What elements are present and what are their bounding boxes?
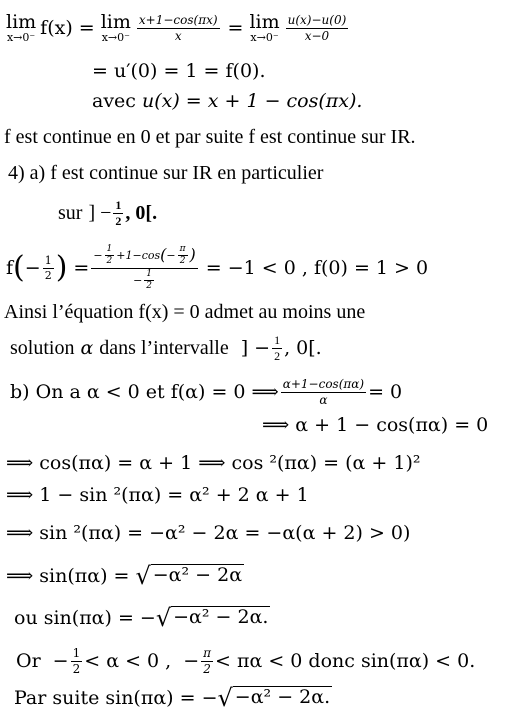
radical-sign-2: √ bbox=[155, 604, 172, 632]
radical-sign-3: √ bbox=[217, 684, 233, 712]
line-part-4a bbox=[8, 162, 323, 185]
line-or: Or − $\frac{1}{2}$ < α < 0 , − $\frac{\pi}{2}$ < πα < 0 donc sin(πα) < 0. bbox=[16, 645, 476, 676]
limit-operator-3 bbox=[249, 13, 279, 43]
inner-fraction-1 bbox=[105, 245, 115, 267]
big-fraction bbox=[91, 245, 197, 292]
f-values-result: = −1 < 0 , f(0) = 1 > 0 bbox=[205, 257, 429, 279]
line-ou bbox=[14, 606, 270, 630]
lim-subscript-3: x→0⁻ bbox=[250, 31, 279, 44]
solution-word: solution bbox=[10, 336, 75, 359]
interval-fraction bbox=[113, 199, 123, 227]
radicand-1: −α² − 2α bbox=[152, 564, 243, 586]
line-limit bbox=[6, 6, 350, 50]
line-par-suite bbox=[14, 686, 332, 710]
u-definition: u(x) = x + 1 − cos(πx). bbox=[141, 90, 363, 112]
fraction-1-numerator: x+1−cos(πx) bbox=[138, 12, 218, 27]
big-fraction-numerator: − $\frac{1}{2}$ +1−cos ( − $\frac{\pi}{2}$ ) bbox=[91, 245, 197, 269]
limit-operator-2 bbox=[101, 13, 131, 43]
interval-2-den: 2 bbox=[274, 348, 281, 363]
or-fraction-2-den: 2 bbox=[203, 661, 211, 676]
fraction-2 bbox=[286, 14, 349, 42]
fraction-2-numerator: u(x)−u(0) bbox=[287, 12, 347, 27]
line-f-values: f ( − $\frac{1}{2}$ ) = − $\frac{1}{2}$ +1−cos ( − $\frac{\pi}{2}$ ) − $\frac{1}{2}$ = −1 < 0 , f(0) = 1 > 0 bbox=[6, 243, 429, 291]
alpha-fraction-den: α bbox=[319, 392, 328, 407]
line-part-b bbox=[10, 372, 402, 412]
implication-3-text: ⟹ 1 − sin ²(πα) = α² + 2 α + 1 bbox=[6, 484, 309, 506]
lhs-expression: f(x) = bbox=[40, 17, 95, 39]
minus-sign: − bbox=[93, 248, 103, 262]
implication-5-start: ⟹ sin(πα) = bbox=[6, 565, 130, 587]
interval-close-2: , 0[. bbox=[284, 337, 322, 359]
part-b-start: b) On a α < 0 et f(α) = 0 ⟹ bbox=[10, 381, 279, 403]
big-fraction-denominator bbox=[131, 269, 158, 292]
fraction-2-denominator: x−0 bbox=[304, 28, 330, 43]
inner-1-den: 2 bbox=[106, 256, 113, 267]
sqrt-2 bbox=[156, 606, 271, 630]
line-implication-1 bbox=[262, 414, 488, 436]
alpha-fraction bbox=[281, 378, 366, 406]
interval-fraction-den: 2 bbox=[115, 213, 122, 228]
line-implication-3 bbox=[6, 484, 309, 506]
interval-2-num: 1 bbox=[274, 332, 281, 347]
radical-sign-1: √ bbox=[135, 562, 151, 590]
limit-operator bbox=[6, 13, 36, 43]
lim-label-3: lim bbox=[249, 11, 280, 33]
line-continuity bbox=[4, 126, 416, 149]
inner-1-num: 1 bbox=[105, 245, 115, 256]
interval-close: , 0[. bbox=[125, 201, 158, 224]
alpha-symbol: α bbox=[80, 337, 94, 359]
interval-open: ] − bbox=[88, 201, 112, 224]
denominator-minus: − bbox=[133, 273, 143, 287]
ainsi-sentence: Ainsi l’équation f(x) = 0 admet au moins une bbox=[4, 301, 366, 323]
continuity-sentence: f est continue en 0 et par suite f est continue sur IR. bbox=[4, 126, 416, 148]
alpha-fraction-num: α+1−cos(πα) bbox=[282, 376, 365, 391]
f-arg-num: 1 bbox=[44, 253, 52, 267]
f-symbol: f bbox=[6, 257, 14, 279]
or-fraction-2 bbox=[201, 647, 213, 675]
implication-2-text: ⟹ cos(πα) = α + 1 ⟹ cos ²(πα) = (α + 1)² bbox=[6, 452, 421, 474]
line-derivative bbox=[92, 60, 266, 82]
or-middle-2: < πα < 0 donc sin(πα) < 0. bbox=[215, 650, 476, 672]
radicand-3: −α² − 2α. bbox=[234, 686, 331, 708]
or-fraction-2-num: π bbox=[203, 645, 212, 660]
left-paren: ( bbox=[13, 250, 25, 285]
implication-4-text: ⟹ sin ²(πα) = −α² − 2α = −α(α + 2) > 0) bbox=[6, 522, 411, 544]
inner-fraction-3 bbox=[144, 270, 154, 292]
inner-2-num: π bbox=[178, 245, 188, 256]
sur-word: sur bbox=[58, 201, 83, 224]
line-implication-5 bbox=[6, 564, 244, 588]
derivative-expression: = u′(0) = 1 = f(0). bbox=[92, 60, 266, 82]
part-4a-sentence: 4) a) f est continue sur IR en particulier bbox=[8, 162, 324, 184]
lim-subscript: x→0⁻ bbox=[6, 31, 36, 44]
inner-fraction-2 bbox=[178, 245, 188, 267]
interval-fraction-2 bbox=[272, 334, 282, 362]
fraction-1-denominator: x bbox=[174, 28, 182, 43]
interval-open-2: ] − bbox=[240, 337, 271, 359]
avec-word: avec bbox=[92, 90, 136, 112]
line-avec bbox=[92, 90, 362, 112]
or-fraction-1 bbox=[71, 647, 83, 675]
right-paren: ) bbox=[55, 250, 68, 285]
interval-fraction-num: 1 bbox=[115, 197, 122, 212]
fraction-1 bbox=[137, 14, 220, 42]
lim-label-2: lim bbox=[100, 11, 131, 33]
line-ainsi bbox=[4, 301, 365, 324]
line-interval bbox=[58, 193, 157, 233]
inner-3-num: 1 bbox=[144, 270, 154, 281]
sqrt-1 bbox=[135, 564, 244, 588]
inner-3-den: 2 bbox=[146, 280, 153, 291]
radicand-2: −α² − 2α. bbox=[173, 606, 269, 628]
line-implication-2 bbox=[6, 452, 420, 474]
f-argument-fraction bbox=[43, 255, 54, 281]
ou-start: ou sin(πα) = − bbox=[14, 607, 156, 629]
inner-2-den: 2 bbox=[179, 256, 186, 267]
line-solution bbox=[10, 328, 322, 368]
sqrt-3 bbox=[218, 686, 333, 710]
f-arg-den: 2 bbox=[44, 268, 52, 282]
equals-sign: = bbox=[227, 17, 244, 39]
or-word: Or bbox=[16, 650, 41, 672]
line-implication-4 bbox=[6, 522, 410, 544]
dans-intervalle: dans l’intervalle bbox=[99, 336, 229, 359]
numerator-middle: +1−cos bbox=[116, 248, 161, 262]
or-fraction-1-den: 2 bbox=[72, 661, 81, 676]
or-fraction-1-num: 1 bbox=[72, 645, 81, 660]
par-suite-start: Par suite sin(πα) = − bbox=[14, 687, 218, 709]
part-b-end: = 0 bbox=[368, 381, 403, 403]
implication-1-text: ⟹ α + 1 − cos(πα) = 0 bbox=[262, 414, 489, 436]
or-middle-1: < α < 0 , bbox=[84, 650, 172, 672]
lim-subscript-2: x→0⁻ bbox=[101, 31, 130, 44]
lim-label: lim bbox=[6, 11, 37, 33]
